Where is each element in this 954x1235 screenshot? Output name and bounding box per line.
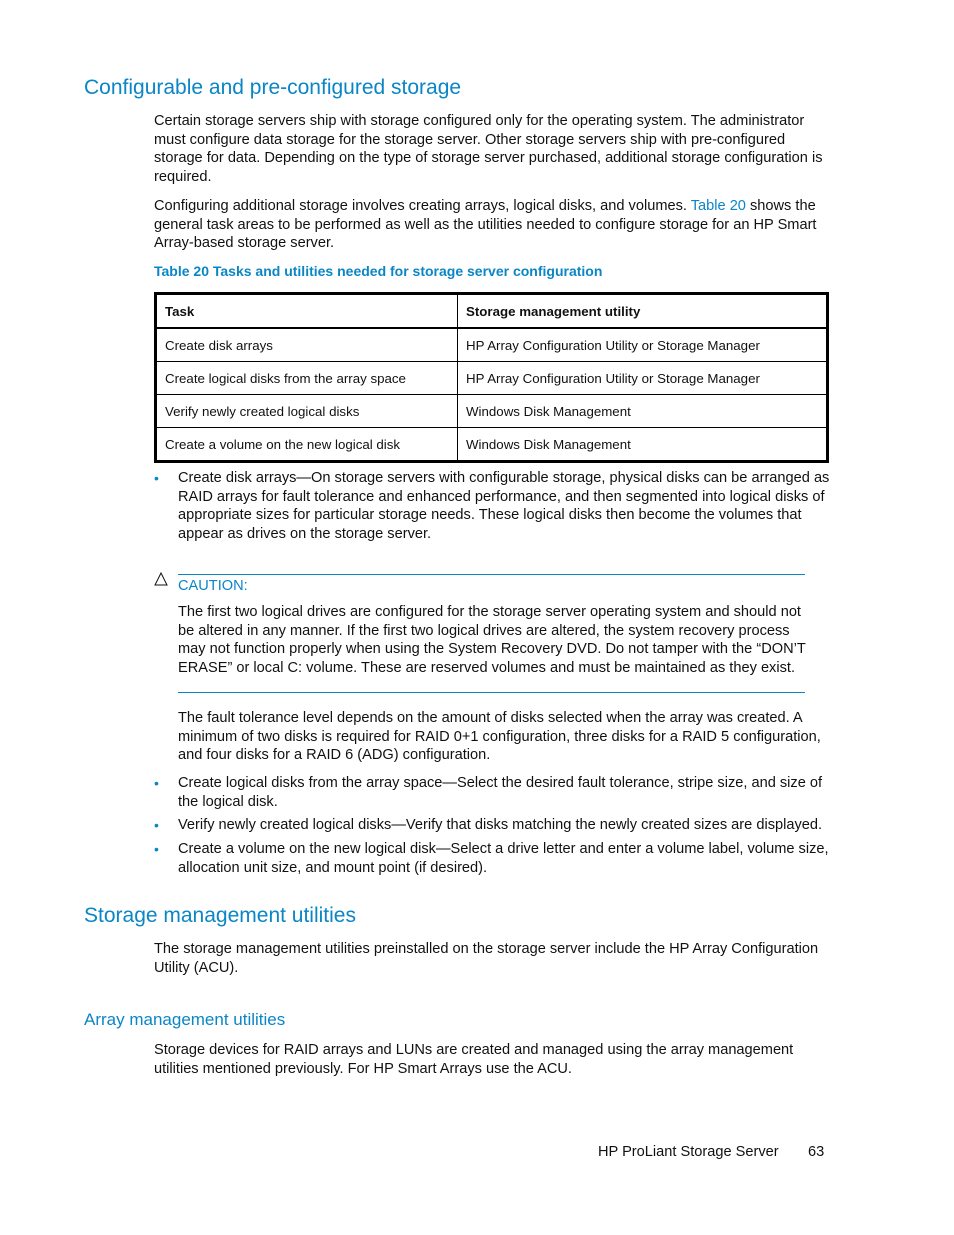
- configurable-table-reference-paragraph: [154, 197, 834, 253]
- tasks-table: [154, 292, 829, 463]
- bullet-verify-logical-disks: Verify newly created logical disks—Verify that disks matching the newly created sizes are displayed.: [178, 817, 823, 833]
- page-number: 63: [808, 1144, 825, 1160]
- table-header-row: [156, 294, 828, 329]
- table-header-task: Task: [156, 294, 458, 329]
- bullet-marker: •: [154, 841, 159, 857]
- section-heading-storage-utilities: Storage management utilities: [84, 904, 356, 927]
- caution-bottom-rule: [178, 692, 805, 693]
- table-cell-task: Create logical disks from the array space: [156, 362, 458, 395]
- table-header-utility: Storage management utility: [458, 294, 828, 329]
- table-20-link[interactable]: Table 20: [690, 198, 746, 214]
- bullet-create-disk-arrays: Create disk arrays—On storage servers with configurable storage, physical disks can be arranged as RAID arrays for fault tolerance and enhanced performance, and then segmented into logical disks of appropriate sizes for particular storage needs. These logical disks then become the volumes that appear as drives on the storage server.: [178, 470, 830, 543]
- table-cell-utility: Windows Disk Management: [458, 428, 828, 462]
- table-row: [156, 362, 828, 395]
- caution-label: CAUTION:: [178, 578, 248, 594]
- table-cell-task: Create disk arrays: [156, 328, 458, 362]
- table-row: [156, 428, 828, 462]
- caution-text: The first two logical drives are configured for the storage server operating system and should not be altered in any manner. If the first two logical drives are altered, the system recovery process may not function properly when using the System Recovery DVD. Do not tamper with the “DON’T ERASE” or local C: volume. These are reserved volumes and must be maintained as they exist.: [178, 604, 806, 677]
- caution-triangle-icon: [154, 572, 168, 586]
- configurable-intro-paragraph: Certain storage servers ship with storage configured only for the operating system. The administrator must configure data storage for the storage server. Other storage servers ship with pre-configured storage for data. Depending on the type of storage server purchased, additional storage configuration is required.: [154, 113, 823, 186]
- bullet-marker: •: [154, 775, 159, 791]
- bullet-marker: •: [154, 817, 159, 833]
- table-cell-utility: Windows Disk Management: [458, 395, 828, 428]
- bullet-create-logical-disks: Create logical disks from the array space—Select the desired fault tolerance, stripe size, and size of the logical disk.: [178, 775, 823, 810]
- bullet-marker: •: [154, 470, 159, 486]
- bullet-create-volume: Create a volume on the new logical disk—Select a drive letter and enter a volume label, volume size, allocation unit size, and mount point (if desired).: [178, 841, 829, 876]
- table-cell-task: Verify newly created logical disks: [156, 395, 458, 428]
- table-row: [156, 395, 828, 428]
- table-row: [156, 328, 828, 362]
- paragraph-text: shows the general task areas to be performed as well as the utilities needed to configure storage for an HP Smart Array-based storage server.: [154, 198, 817, 252]
- section-heading-array-utilities: Array management utilities: [84, 1010, 286, 1029]
- table-cell-utility: HP Array Configuration Utility or Storage Manager: [458, 328, 828, 362]
- table-caption: Table 20 Tasks and utilities needed for storage server configuration: [154, 263, 603, 279]
- array-utilities-paragraph: Storage devices for RAID arrays and LUNs are created and managed using the array management utilities mentioned previously. For HP Smart Arrays use the ACU.: [154, 1042, 794, 1077]
- section-heading-configurable: Configurable and pre-configured storage: [84, 76, 462, 99]
- storage-utilities-paragraph: The storage management utilities preinstalled on the storage server include the HP Array Configuration Utility (ACU).: [154, 941, 819, 976]
- paragraph-text: Configuring additional storage involves creating arrays, logical disks, and volumes.: [154, 198, 691, 214]
- table-cell-utility: HP Array Configuration Utility or Storage Manager: [458, 362, 828, 395]
- footer-title: HP ProLiant Storage Server: [598, 1144, 779, 1160]
- caution-top-rule: [178, 574, 805, 575]
- fault-tolerance-paragraph: The fault tolerance level depends on the amount of disks selected when the array was created. A minimum of two disks is required for RAID 0+1 configuration, three disks for a RAID 5 configuration, and four disks for a RAID 6 (ADG) configuration.: [178, 710, 821, 764]
- table-cell-task: Create a volume on the new logical disk: [156, 428, 458, 462]
